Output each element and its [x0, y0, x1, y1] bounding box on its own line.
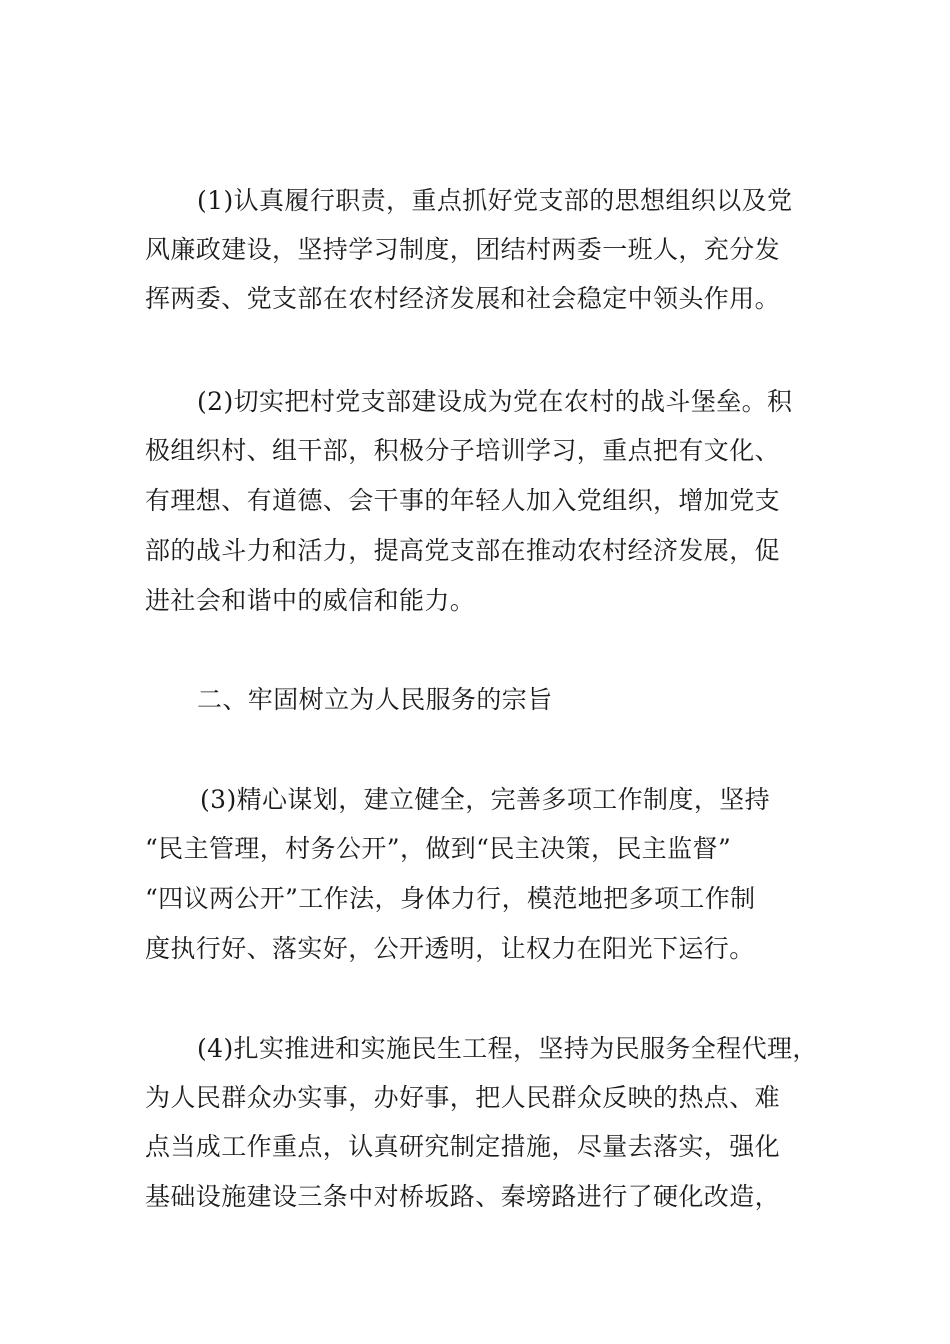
text-line: “民主管理，村务公开”，做到“民主决策，民主监督”: [145, 834, 732, 863]
text-line: 极组织村、组干部，积极分子培训学习，重点把有文化、: [145, 436, 781, 465]
text-line: 进社会和谐中的威信和能力。: [145, 586, 476, 615]
text-line: 有理想、有道德、会干事的年轻人加入党组织，增加党支: [145, 486, 781, 515]
text-line: 为人民群众办实事，办好事，把人民群众反映的热点、难: [145, 1083, 781, 1112]
text-line: 点当成工作重点，认真研究制定措施，尽量去落实，强化: [145, 1132, 781, 1161]
text-line: (2)切实把村党支部建设成为党在农村的战斗堡垒。积: [197, 387, 793, 416]
text-line: 风廉政建设，坚持学习制度，团结村两委一班人，充分发: [145, 235, 781, 264]
section-title: 二、牢固树立为人民服务的宗旨: [197, 685, 553, 714]
text-line: (3)精心谋划，建立健全，完善多项工作制度，坚持: [200, 785, 771, 814]
text-line: 部的战斗力和活力，提高党支部在推动农村经济发展，促: [145, 536, 781, 565]
text-line: (4)扎实推进和实施民生工程，坚持为民服务全程代理，: [197, 1034, 818, 1063]
text-line: 基础设施建设三条中对桥坂路、秦塝路进行了硬化改造，: [145, 1182, 781, 1211]
text-line: “四议两公开”工作法，身体力行，模范地把多项工作制: [145, 884, 756, 913]
text-line: 度执行好、落实好，公开透明，让权力在阳光下运行。: [145, 934, 755, 963]
text-line: (1)认真履行职责，重点抓好党支部的思想组织以及党: [197, 186, 793, 215]
text-line: 挥两委、党支部在农村经济发展和社会稳定中领头作用。: [145, 284, 781, 313]
